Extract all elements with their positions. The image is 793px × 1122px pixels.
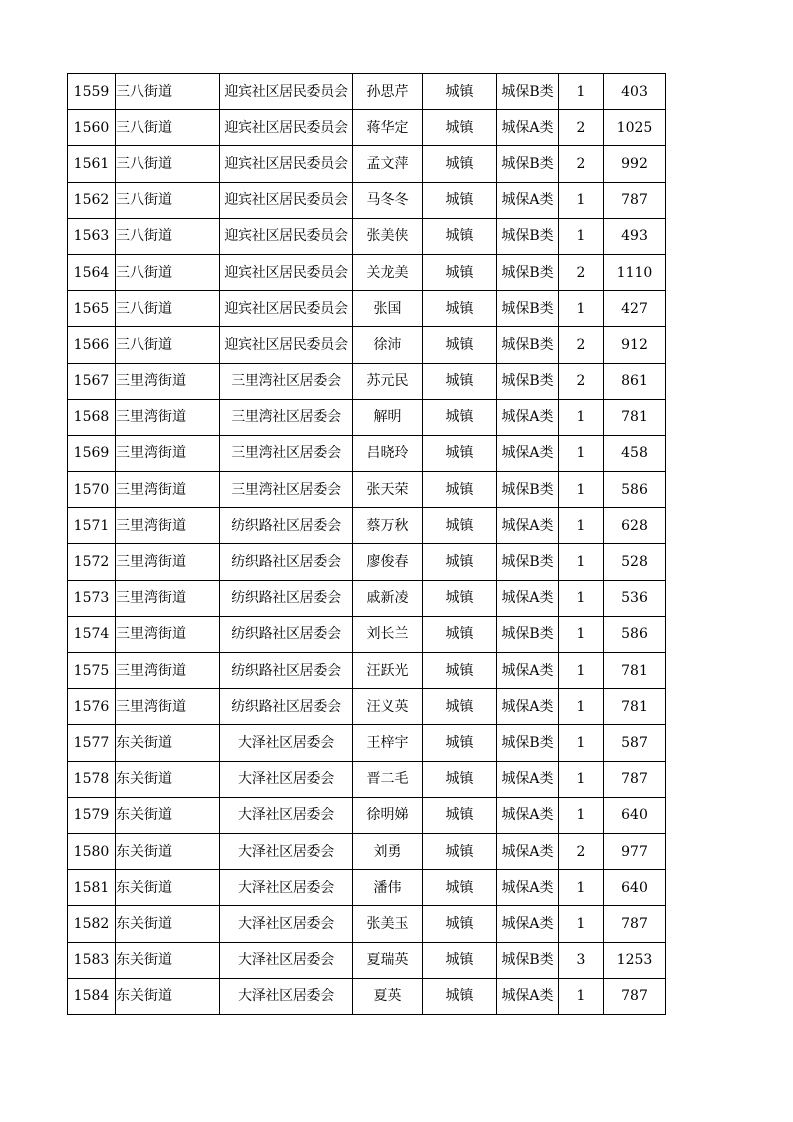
row-number-cell: 1578 bbox=[68, 761, 116, 797]
insurance-class-cell: 城保B类 bbox=[497, 327, 559, 363]
household-count-cell: 1 bbox=[559, 218, 604, 254]
street-cell: 东关街道 bbox=[116, 870, 220, 906]
insurance-class-cell: 城保A类 bbox=[497, 653, 559, 689]
household-count-cell: 1 bbox=[559, 616, 604, 652]
person-name-cell: 孟文萍 bbox=[353, 146, 423, 182]
roster-table-body bbox=[68, 74, 666, 1015]
community-cell: 迎宾社区居民委员会 bbox=[220, 182, 353, 218]
amount-cell: 781 bbox=[604, 689, 666, 725]
street-cell: 三里湾街道 bbox=[116, 363, 220, 399]
area-type-cell: 城镇 bbox=[423, 146, 497, 182]
amount-cell: 787 bbox=[604, 906, 666, 942]
table-row bbox=[68, 653, 666, 689]
person-name-cell: 刘长兰 bbox=[353, 616, 423, 652]
street-cell: 东关街道 bbox=[116, 942, 220, 978]
table-row bbox=[68, 363, 666, 399]
area-type-cell: 城镇 bbox=[423, 942, 497, 978]
table-row bbox=[68, 725, 666, 761]
amount-cell: 528 bbox=[604, 544, 666, 580]
row-number-cell: 1564 bbox=[68, 254, 116, 290]
insurance-class-cell: 城保B类 bbox=[497, 616, 559, 652]
community-cell: 纺织路社区居委会 bbox=[220, 653, 353, 689]
household-count-cell: 1 bbox=[559, 653, 604, 689]
row-number-cell: 1583 bbox=[68, 942, 116, 978]
table-row bbox=[68, 110, 666, 146]
area-type-cell: 城镇 bbox=[423, 580, 497, 616]
area-type-cell: 城镇 bbox=[423, 906, 497, 942]
street-cell: 东关街道 bbox=[116, 906, 220, 942]
person-name-cell: 苏元民 bbox=[353, 363, 423, 399]
community-cell: 大泽社区居委会 bbox=[220, 797, 353, 833]
area-type-cell: 城镇 bbox=[423, 218, 497, 254]
household-count-cell: 3 bbox=[559, 942, 604, 978]
person-name-cell: 蔡万秋 bbox=[353, 508, 423, 544]
amount-cell: 587 bbox=[604, 725, 666, 761]
area-type-cell: 城镇 bbox=[423, 616, 497, 652]
street-cell: 三八街道 bbox=[116, 327, 220, 363]
household-count-cell: 2 bbox=[559, 110, 604, 146]
household-count-cell: 1 bbox=[559, 725, 604, 761]
amount-cell: 781 bbox=[604, 399, 666, 435]
amount-cell: 458 bbox=[604, 435, 666, 471]
community-cell: 大泽社区居委会 bbox=[220, 942, 353, 978]
street-cell: 三里湾街道 bbox=[116, 472, 220, 508]
community-cell: 大泽社区居委会 bbox=[220, 870, 353, 906]
street-cell: 三里湾街道 bbox=[116, 508, 220, 544]
community-cell: 三里湾社区居委会 bbox=[220, 399, 353, 435]
row-number-cell: 1580 bbox=[68, 833, 116, 869]
row-number-cell: 1569 bbox=[68, 435, 116, 471]
amount-cell: 1110 bbox=[604, 254, 666, 290]
amount-cell: 640 bbox=[604, 870, 666, 906]
community-cell: 三里湾社区居委会 bbox=[220, 435, 353, 471]
amount-cell: 912 bbox=[604, 327, 666, 363]
amount-cell: 787 bbox=[604, 761, 666, 797]
insurance-class-cell: 城保A类 bbox=[497, 870, 559, 906]
row-number-cell: 1566 bbox=[68, 327, 116, 363]
street-cell: 三里湾街道 bbox=[116, 653, 220, 689]
table-row bbox=[68, 906, 666, 942]
area-type-cell: 城镇 bbox=[423, 435, 497, 471]
street-cell: 三里湾街道 bbox=[116, 616, 220, 652]
community-cell: 大泽社区居委会 bbox=[220, 906, 353, 942]
area-type-cell: 城镇 bbox=[423, 472, 497, 508]
community-cell: 迎宾社区居民委员会 bbox=[220, 254, 353, 290]
street-cell: 三八街道 bbox=[116, 74, 220, 110]
amount-cell: 628 bbox=[604, 508, 666, 544]
table-row bbox=[68, 689, 666, 725]
area-type-cell: 城镇 bbox=[423, 725, 497, 761]
table-row bbox=[68, 472, 666, 508]
household-count-cell: 2 bbox=[559, 833, 604, 869]
insurance-class-cell: 城保B类 bbox=[497, 254, 559, 290]
row-number-cell: 1575 bbox=[68, 653, 116, 689]
person-name-cell: 蒋华定 bbox=[353, 110, 423, 146]
street-cell: 三里湾街道 bbox=[116, 544, 220, 580]
person-name-cell: 戚新凌 bbox=[353, 580, 423, 616]
person-name-cell: 张天荣 bbox=[353, 472, 423, 508]
community-cell: 迎宾社区居民委员会 bbox=[220, 146, 353, 182]
amount-cell: 427 bbox=[604, 291, 666, 327]
street-cell: 东关街道 bbox=[116, 978, 220, 1014]
row-number-cell: 1582 bbox=[68, 906, 116, 942]
table-row bbox=[68, 580, 666, 616]
table-row bbox=[68, 254, 666, 290]
amount-cell: 586 bbox=[604, 616, 666, 652]
table-row bbox=[68, 870, 666, 906]
person-name-cell: 孙思芹 bbox=[353, 74, 423, 110]
area-type-cell: 城镇 bbox=[423, 182, 497, 218]
amount-cell: 536 bbox=[604, 580, 666, 616]
street-cell: 三里湾街道 bbox=[116, 399, 220, 435]
area-type-cell: 城镇 bbox=[423, 761, 497, 797]
person-name-cell: 夏瑞英 bbox=[353, 942, 423, 978]
area-type-cell: 城镇 bbox=[423, 653, 497, 689]
row-number-cell: 1565 bbox=[68, 291, 116, 327]
insurance-class-cell: 城保A类 bbox=[497, 689, 559, 725]
street-cell: 三八街道 bbox=[116, 110, 220, 146]
street-cell: 三里湾街道 bbox=[116, 435, 220, 471]
table-row bbox=[68, 797, 666, 833]
insurance-class-cell: 城保A类 bbox=[497, 978, 559, 1014]
row-number-cell: 1571 bbox=[68, 508, 116, 544]
area-type-cell: 城镇 bbox=[423, 254, 497, 290]
row-number-cell: 1570 bbox=[68, 472, 116, 508]
street-cell: 东关街道 bbox=[116, 797, 220, 833]
row-number-cell: 1563 bbox=[68, 218, 116, 254]
insurance-class-cell: 城保A类 bbox=[497, 833, 559, 869]
street-cell: 三里湾街道 bbox=[116, 580, 220, 616]
amount-cell: 1025 bbox=[604, 110, 666, 146]
community-cell: 迎宾社区居民委员会 bbox=[220, 291, 353, 327]
person-name-cell: 潘伟 bbox=[353, 870, 423, 906]
insurance-class-cell: 城保A类 bbox=[497, 761, 559, 797]
insurance-class-cell: 城保B类 bbox=[497, 725, 559, 761]
table-row bbox=[68, 327, 666, 363]
table-row bbox=[68, 508, 666, 544]
table-row bbox=[68, 942, 666, 978]
street-cell: 三八街道 bbox=[116, 146, 220, 182]
amount-cell: 787 bbox=[604, 978, 666, 1014]
street-cell: 三里湾街道 bbox=[116, 689, 220, 725]
area-type-cell: 城镇 bbox=[423, 363, 497, 399]
community-cell: 三里湾社区居委会 bbox=[220, 363, 353, 399]
area-type-cell: 城镇 bbox=[423, 544, 497, 580]
street-cell: 东关街道 bbox=[116, 761, 220, 797]
household-count-cell: 1 bbox=[559, 435, 604, 471]
person-name-cell: 徐沛 bbox=[353, 327, 423, 363]
community-cell: 纺织路社区居委会 bbox=[220, 544, 353, 580]
household-count-cell: 1 bbox=[559, 472, 604, 508]
household-count-cell: 1 bbox=[559, 399, 604, 435]
community-cell: 迎宾社区居民委员会 bbox=[220, 327, 353, 363]
household-count-cell: 1 bbox=[559, 580, 604, 616]
household-count-cell: 1 bbox=[559, 797, 604, 833]
area-type-cell: 城镇 bbox=[423, 508, 497, 544]
community-cell: 纺织路社区居委会 bbox=[220, 508, 353, 544]
household-count-cell: 1 bbox=[559, 978, 604, 1014]
row-number-cell: 1574 bbox=[68, 616, 116, 652]
community-cell: 三里湾社区居委会 bbox=[220, 472, 353, 508]
row-number-cell: 1559 bbox=[68, 74, 116, 110]
person-name-cell: 廖俊春 bbox=[353, 544, 423, 580]
insurance-class-cell: 城保B类 bbox=[497, 544, 559, 580]
insurance-class-cell: 城保A类 bbox=[497, 435, 559, 471]
roster-table bbox=[67, 73, 666, 1015]
table-row bbox=[68, 291, 666, 327]
household-count-cell: 2 bbox=[559, 146, 604, 182]
insurance-class-cell: 城保B类 bbox=[497, 472, 559, 508]
household-count-cell: 1 bbox=[559, 182, 604, 218]
area-type-cell: 城镇 bbox=[423, 399, 497, 435]
insurance-class-cell: 城保A类 bbox=[497, 797, 559, 833]
person-name-cell: 徐明娣 bbox=[353, 797, 423, 833]
amount-cell: 992 bbox=[604, 146, 666, 182]
row-number-cell: 1577 bbox=[68, 725, 116, 761]
household-count-cell: 1 bbox=[559, 870, 604, 906]
community-cell: 纺织路社区居委会 bbox=[220, 616, 353, 652]
person-name-cell: 张美玉 bbox=[353, 906, 423, 942]
person-name-cell: 解明 bbox=[353, 399, 423, 435]
table-row bbox=[68, 218, 666, 254]
table-row bbox=[68, 761, 666, 797]
insurance-class-cell: 城保B类 bbox=[497, 363, 559, 399]
insurance-class-cell: 城保A类 bbox=[497, 399, 559, 435]
street-cell: 三八街道 bbox=[116, 218, 220, 254]
community-cell: 大泽社区居委会 bbox=[220, 833, 353, 869]
insurance-class-cell: 城保B类 bbox=[497, 74, 559, 110]
area-type-cell: 城镇 bbox=[423, 291, 497, 327]
table-row bbox=[68, 544, 666, 580]
community-cell: 纺织路社区居委会 bbox=[220, 689, 353, 725]
row-number-cell: 1584 bbox=[68, 978, 116, 1014]
table-row bbox=[68, 435, 666, 471]
insurance-class-cell: 城保A类 bbox=[497, 110, 559, 146]
area-type-cell: 城镇 bbox=[423, 327, 497, 363]
household-count-cell: 2 bbox=[559, 327, 604, 363]
community-cell: 大泽社区居委会 bbox=[220, 761, 353, 797]
row-number-cell: 1572 bbox=[68, 544, 116, 580]
insurance-class-cell: 城保A类 bbox=[497, 182, 559, 218]
row-number-cell: 1561 bbox=[68, 146, 116, 182]
area-type-cell: 城镇 bbox=[423, 74, 497, 110]
household-count-cell: 1 bbox=[559, 761, 604, 797]
amount-cell: 781 bbox=[604, 653, 666, 689]
row-number-cell: 1573 bbox=[68, 580, 116, 616]
area-type-cell: 城镇 bbox=[423, 797, 497, 833]
person-name-cell: 张国 bbox=[353, 291, 423, 327]
community-cell: 迎宾社区居民委员会 bbox=[220, 218, 353, 254]
row-number-cell: 1576 bbox=[68, 689, 116, 725]
amount-cell: 1253 bbox=[604, 942, 666, 978]
amount-cell: 640 bbox=[604, 797, 666, 833]
row-number-cell: 1560 bbox=[68, 110, 116, 146]
person-name-cell: 吕晓玲 bbox=[353, 435, 423, 471]
amount-cell: 586 bbox=[604, 472, 666, 508]
area-type-cell: 城镇 bbox=[423, 978, 497, 1014]
community-cell: 大泽社区居委会 bbox=[220, 725, 353, 761]
insurance-class-cell: 城保B类 bbox=[497, 218, 559, 254]
row-number-cell: 1581 bbox=[68, 870, 116, 906]
household-count-cell: 1 bbox=[559, 508, 604, 544]
household-count-cell: 1 bbox=[559, 906, 604, 942]
person-name-cell: 汪义英 bbox=[353, 689, 423, 725]
row-number-cell: 1579 bbox=[68, 797, 116, 833]
household-count-cell: 2 bbox=[559, 363, 604, 399]
area-type-cell: 城镇 bbox=[423, 689, 497, 725]
person-name-cell: 刘勇 bbox=[353, 833, 423, 869]
community-cell: 迎宾社区居民委员会 bbox=[220, 110, 353, 146]
area-type-cell: 城镇 bbox=[423, 110, 497, 146]
household-count-cell: 2 bbox=[559, 254, 604, 290]
table-row bbox=[68, 616, 666, 652]
household-count-cell: 1 bbox=[559, 291, 604, 327]
household-count-cell: 1 bbox=[559, 74, 604, 110]
area-type-cell: 城镇 bbox=[423, 833, 497, 869]
person-name-cell: 张美侠 bbox=[353, 218, 423, 254]
amount-cell: 977 bbox=[604, 833, 666, 869]
insurance-class-cell: 城保B类 bbox=[497, 942, 559, 978]
insurance-class-cell: 城保A类 bbox=[497, 906, 559, 942]
community-cell: 大泽社区居委会 bbox=[220, 978, 353, 1014]
community-cell: 迎宾社区居民委员会 bbox=[220, 74, 353, 110]
amount-cell: 403 bbox=[604, 74, 666, 110]
street-cell: 三八街道 bbox=[116, 182, 220, 218]
amount-cell: 787 bbox=[604, 182, 666, 218]
table-row bbox=[68, 399, 666, 435]
person-name-cell: 晋二毛 bbox=[353, 761, 423, 797]
amount-cell: 861 bbox=[604, 363, 666, 399]
table-row bbox=[68, 833, 666, 869]
table-row bbox=[68, 978, 666, 1014]
community-cell: 纺织路社区居委会 bbox=[220, 580, 353, 616]
table-row bbox=[68, 74, 666, 110]
insurance-class-cell: 城保B类 bbox=[497, 291, 559, 327]
insurance-class-cell: 城保B类 bbox=[497, 146, 559, 182]
insurance-class-cell: 城保A类 bbox=[497, 508, 559, 544]
street-cell: 三八街道 bbox=[116, 254, 220, 290]
street-cell: 东关街道 bbox=[116, 833, 220, 869]
household-count-cell: 1 bbox=[559, 689, 604, 725]
row-number-cell: 1568 bbox=[68, 399, 116, 435]
person-name-cell: 夏英 bbox=[353, 978, 423, 1014]
person-name-cell: 汪跃光 bbox=[353, 653, 423, 689]
street-cell: 东关街道 bbox=[116, 725, 220, 761]
amount-cell: 493 bbox=[604, 218, 666, 254]
table-row bbox=[68, 182, 666, 218]
row-number-cell: 1567 bbox=[68, 363, 116, 399]
person-name-cell: 马冬冬 bbox=[353, 182, 423, 218]
household-count-cell: 1 bbox=[559, 544, 604, 580]
street-cell: 三八街道 bbox=[116, 291, 220, 327]
person-name-cell: 王梓宇 bbox=[353, 725, 423, 761]
person-name-cell: 关龙美 bbox=[353, 254, 423, 290]
row-number-cell: 1562 bbox=[68, 182, 116, 218]
insurance-class-cell: 城保A类 bbox=[497, 580, 559, 616]
area-type-cell: 城镇 bbox=[423, 870, 497, 906]
table-row bbox=[68, 146, 666, 182]
